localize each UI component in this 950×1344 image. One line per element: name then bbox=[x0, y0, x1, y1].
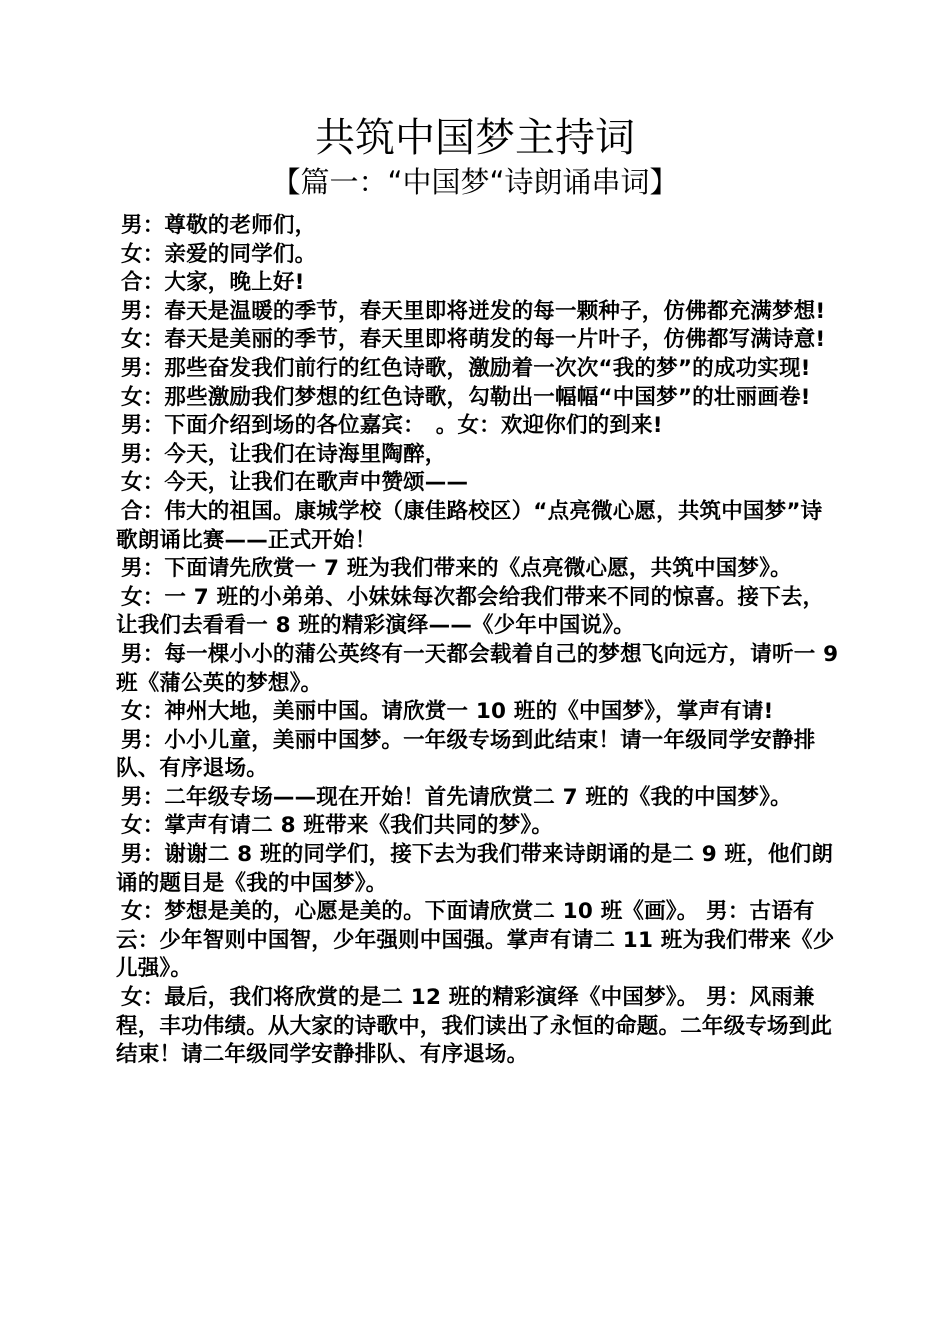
script-line: 合：伟大的祖国。康城学校（康佳路校区）“点亮微心愿，共筑中国梦”诗歌朗诵比赛——正式开始！ bbox=[116, 498, 823, 553]
script-line: 女：那些激励我们梦想的红色诗歌，勾勒出一幅幅“中国梦”的壮丽画卷! bbox=[121, 384, 811, 410]
script-line: 女：一 7 班的小弟弟、小妹妹每次都会给我们带来不同的惊喜。接下去，让我们去看看一 8 班的精彩演绎——《少年中国说》。 bbox=[116, 584, 825, 639]
script-line: 女：今天，让我们在歌声中赞颂—— bbox=[121, 470, 469, 496]
script-line: 合：大家，晚上好! bbox=[121, 270, 305, 296]
script-line: 女：最后，我们将欣赏的是二 12 班的精彩演绎《中国梦》。 男：风雨兼程，丰功伟绩。从大家的诗歌中，我们读出了永恒的命题。二年级专场到此结束！请二年级同学安静排队、有序退场。 bbox=[116, 985, 833, 1068]
script-line: 女：春天是美丽的季节，春天里即将萌发的每一片叶子，仿佛都写满诗意! bbox=[121, 327, 826, 353]
script-line: 女：掌声有请二 8 班带来《我们共同的梦》。 bbox=[121, 813, 554, 839]
script-line: 男：下面介绍到场的各位嘉宾： 。女：欢迎你们的到来! bbox=[121, 413, 663, 439]
script-line: 男：下面请先欣赏一 7 班为我们带来的《点亮微心愿，共筑中国梦》。 bbox=[121, 556, 792, 582]
script-line: 男：今天，让我们在诗海里陶醉， bbox=[121, 441, 447, 467]
script-line: 女：梦想是美的，心愿是美的。下面请欣赏二 10 班《画》。 男：古语有云：少年智则中国智，少年强则中国强。掌声有请二 11 班为我们带来《少儿强》。 bbox=[116, 899, 835, 982]
script-line: 男：二年级专场——现在开始！首先请欣赏二 7 班的《我的中国梦》。 bbox=[121, 784, 792, 810]
script-line: 男：每一棵小小的蒲公英终有一天都会载着自己的梦想飞向远方，请听一 9 班《蒲公英的梦想》。 bbox=[116, 641, 839, 696]
script-line: 男：那些奋发我们前行的红色诗歌，激励着一次次“我的梦”的成功实现! bbox=[121, 355, 811, 381]
script-line: 女：神州大地，美丽中国。请欣赏一 10 班的《中国梦》，掌声有请! bbox=[121, 699, 774, 725]
script-body bbox=[116, 212, 842, 1070]
script-line: 男：小小儿童，美丽中国梦。一年级专场到此结束！请一年级同学安静排队、有序退场。 bbox=[116, 727, 816, 782]
document-title: 共筑中国梦主持词 bbox=[315, 115, 635, 161]
script-line: 男：谢谢二 8 班的同学们，接下去为我们带来诗朗诵的是二 9 班，他们朗诵的题目是《我的中国梦》。 bbox=[116, 842, 834, 896]
document-subtitle: 【篇一：“中国梦“诗朗诵串词】 bbox=[271, 165, 679, 199]
script-line: 女：亲爱的同学们。 bbox=[121, 241, 317, 267]
script-line: 男：春天是温暖的季节，春天里即将迸发的每一颗种子，仿佛都充满梦想! bbox=[121, 298, 826, 324]
script-line: 男：尊敬的老师们， bbox=[121, 213, 317, 238]
